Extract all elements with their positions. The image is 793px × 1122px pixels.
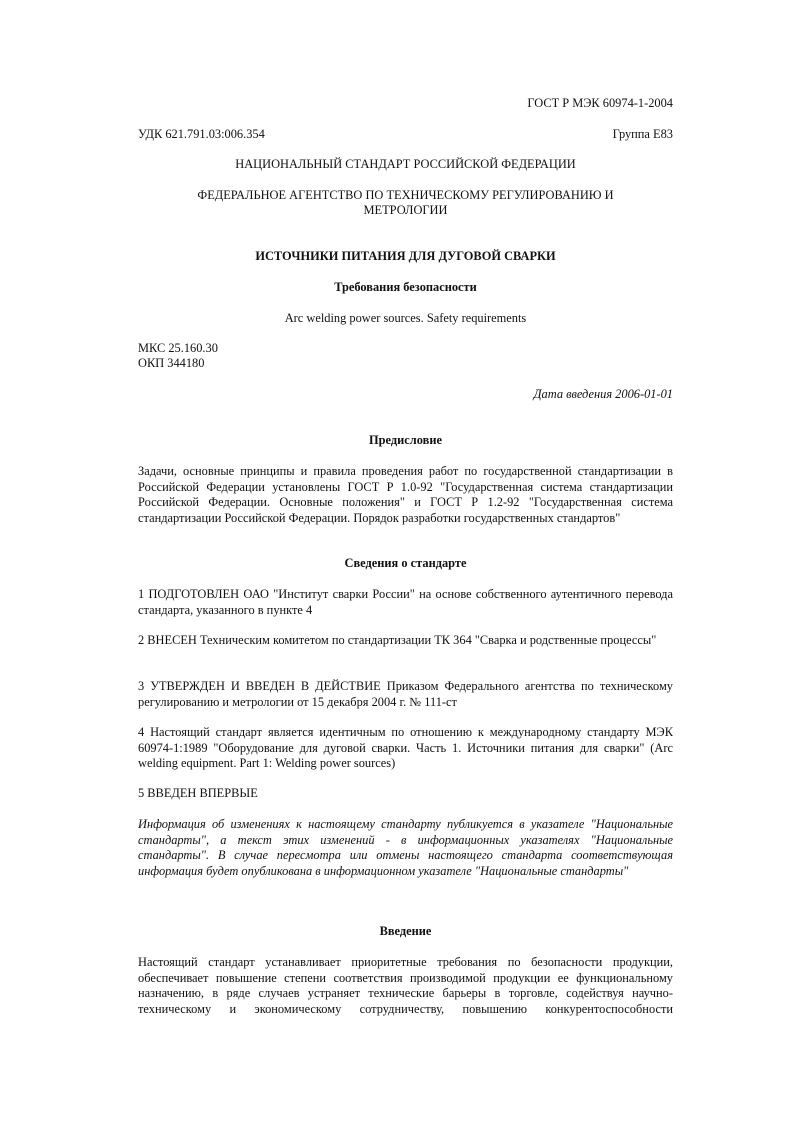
document-subtitle: Требования безопасности: [334, 280, 477, 294]
about-item-2: [138, 633, 673, 649]
foreword-heading: Предисловие: [369, 433, 442, 447]
document-title: ИСТОЧНИКИ ПИТАНИЯ ДЛЯ ДУГОВОЙ СВАРКИ: [255, 249, 556, 263]
about-item-3: [138, 679, 673, 710]
about-item-2-text: 2 ВНЕСЕН Техническим комитетом по стандартизации ТК 364 "Сварка и родственные процессы": [138, 633, 657, 647]
changes-notice: [138, 817, 673, 879]
group-code: Группа Е83: [612, 127, 673, 141]
about-item-3-text: 3 УТВЕРЖДЕН И ВВЕДЕН В ДЕЙСТВИЕ Приказом Федерального агентства по техническому регулированию и метрологии от 15 декабря 2004 г. № 111-ст: [138, 679, 673, 709]
introduction-heading: Введение: [379, 924, 432, 938]
about-item-1: [138, 587, 673, 618]
gost-code: ГОСТ Р МЭК 60974-1-2004: [527, 96, 673, 110]
about-heading: Сведения о стандарте: [344, 556, 467, 570]
introduction-paragraph: [138, 955, 673, 1017]
agency-line-1: ФЕДЕРАЛЬНОЕ АГЕНТСТВО ПО ТЕХНИЧЕСКОМУ РЕГУЛИРОВАНИЮ И: [197, 188, 614, 202]
national-standard-title: НАЦИОНАЛЬНЫЙ СТАНДАРТ РОССИЙСКОЙ ФЕДЕРАЦИИ: [235, 157, 576, 171]
about-item-4: [138, 725, 673, 772]
mks-code: МКС 25.160.30: [138, 341, 218, 355]
introduction-date: Дата введения 2006-01-01: [533, 387, 673, 401]
okp-code: ОКП 344180: [138, 356, 205, 370]
about-item-1-text: 1 ПОДГОТОВЛЕН ОАО "Институт сварки России" на основе собственного аутентичного перевода стандарта, указанного в пункте 4: [138, 587, 673, 617]
introduction-text: Настоящий стандарт устанавливает приоритетные требования по безопасности продукции, обеспечивает повышение степени соответствия производимой продукции ее функциональному назначению, в ряде случаев устраняет технические барьеры в торговле, содействуя научно-техническому и экономическому сотрудничеству, повышению конкурентоспособности: [138, 955, 673, 1016]
about-item-5: 5 ВВЕДЕН ВПЕРВЫЕ: [138, 786, 258, 800]
udk-code: УДК 621.791.03:006.354: [138, 127, 265, 141]
document-title-english: Arc welding power sources. Safety requirements: [284, 311, 527, 325]
agency-line-2: МЕТРОЛОГИИ: [363, 203, 448, 217]
about-item-4-text: 4 Настоящий стандарт является идентичным по отношению к международному стандарту МЭК 60974-1:1989 "Оборудование для дуговой сварки. Часть 1. Источники питания для сварки" (Arc welding equipment. Part 1: Welding power sources): [138, 725, 673, 770]
changes-notice-text: Информация об изменениях к настоящему стандарту публикуется в указателе "Национальные стандарты", а текст этих изменений - в информационных указателях "Национальные стандарты". В случае пересмотра или отмены настоящего стандарта соответствующая информация будет опубликована в информационном указателе "Национальные стандарты": [138, 817, 673, 878]
foreword-text: Задачи, основные принципы и правила проведения работ по государственной стандартизации в Российской Федерации установлены ГОСТ Р 1.0-92 "Государственная система стандартизации Российской Федерации. Основные положения" и ГОСТ Р 1.2-92 "Государственная система стандартизации Российской Федерации. Порядок разработки государственных стандартов": [138, 464, 673, 525]
foreword-paragraph: [138, 464, 673, 526]
